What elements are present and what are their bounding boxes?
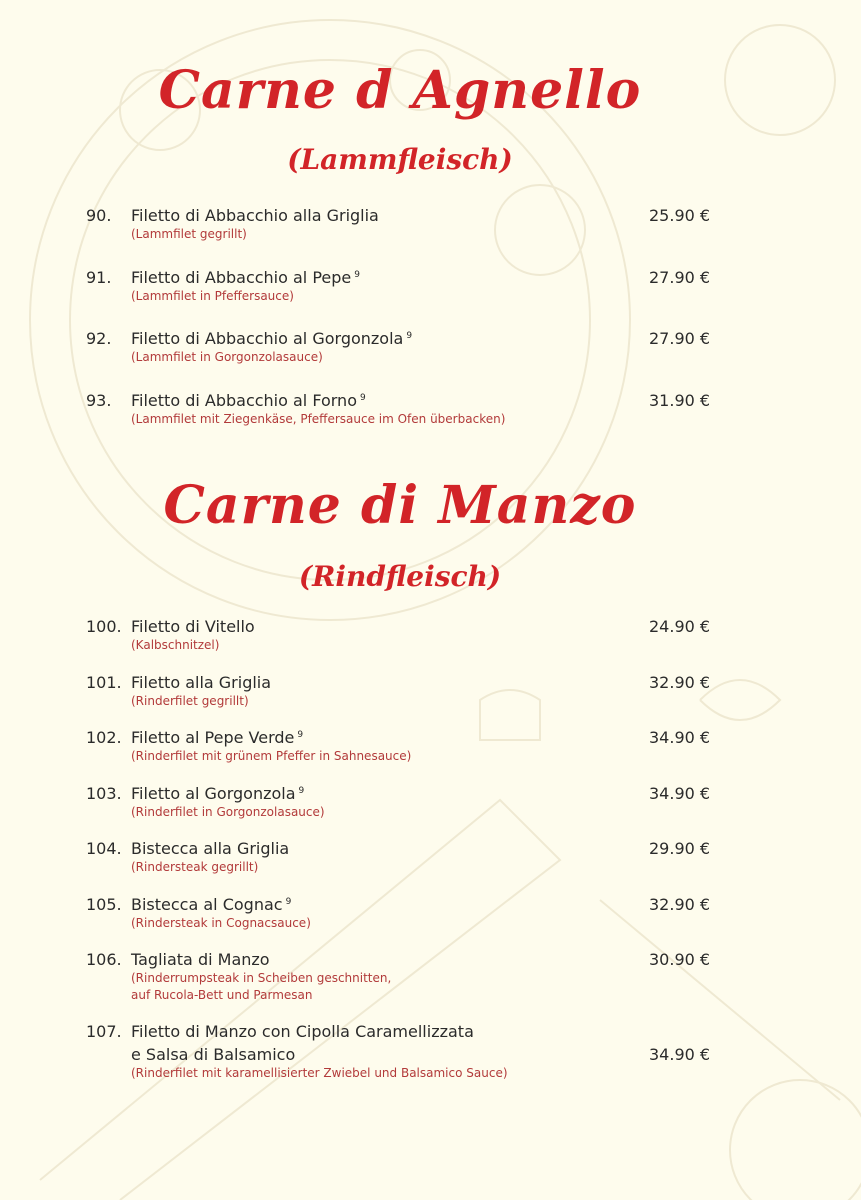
item-number: 106. [86, 950, 122, 969]
item-number: 91. [86, 268, 112, 287]
item-description: (Rinderrumpsteak in Scheiben geschnitten, [131, 971, 392, 985]
item-name-text: Filetto di Vitello [131, 617, 255, 636]
item-price: 34.90 € [649, 784, 711, 803]
item-name-text: Filetto di Abbacchio al Forno [131, 391, 357, 410]
item-number: 104. [86, 839, 122, 858]
item-description-line-2: auf Rucola-Bett und Parmesan [131, 988, 313, 1002]
item-name [131, 839, 289, 858]
item-name [131, 673, 271, 692]
item-number: 107. [86, 1022, 122, 1041]
item-name-text: Filetto al Pepe Verde [131, 728, 295, 747]
item-name-text: Filetto alla Griglia [131, 673, 272, 692]
allergen-mark: 9 [359, 392, 366, 403]
item-number: 105. [86, 895, 122, 914]
item-number: 93. [86, 391, 112, 410]
item-description: (Rinderfilet mit karamellisierter Zwiebel und Balsamico Sauce) [131, 1066, 508, 1080]
item-description: (Rinderfilet in Gorgonzolasauce) [131, 805, 325, 819]
item-name [131, 329, 412, 348]
item-number: 100. [86, 617, 122, 636]
allergen-mark: 9 [354, 269, 360, 280]
item-name [131, 1022, 474, 1041]
item-number: 90. [86, 206, 112, 225]
item-name [131, 784, 304, 803]
item-description: (Lammfilet in Pfeffersauce) [131, 289, 294, 303]
item-name-text: Filetto al Gorgonzola [131, 784, 296, 803]
item-price: 32.90 € [649, 895, 711, 914]
item-description: (Kalbschnitzel) [131, 638, 220, 652]
item-number: 101. [86, 673, 122, 692]
item-price: 29.90 € [649, 839, 711, 858]
item-description: (Lammfilet in Gorgonzolasauce) [131, 350, 323, 364]
item-name-text: Filetto di Abbacchio al Gorgonzola [131, 329, 404, 348]
item-name [131, 617, 255, 636]
item-description: (Rindersteak gegrillt) [131, 860, 259, 874]
item-name-text: Bistecca al Cognac [131, 895, 283, 914]
item-name [131, 895, 291, 914]
allergen-mark: 9 [297, 729, 304, 740]
item-price: 27.90 € [649, 329, 711, 348]
item-name-text: Tagliata di Manzo [131, 950, 270, 969]
item-name [131, 728, 303, 747]
item-price: 27.90 € [649, 268, 711, 287]
item-price: 34.90 € [649, 728, 711, 747]
item-name-text: Filetto di Abbacchio alla Griglia [131, 206, 379, 225]
item-price: 34.90 € [649, 1045, 711, 1064]
item-name-line-2: e Salsa di Balsamico [131, 1045, 296, 1064]
section-title-lamb: Carne d Agnello [158, 60, 642, 121]
item-description: (Rinderfilet gegrillt) [131, 694, 249, 708]
item-description: (Rindersteak in Cognacsauce) [131, 916, 311, 930]
item-number: 92. [86, 329, 112, 348]
item-price: 31.90 € [649, 391, 711, 410]
item-description: (Rinderfilet mit grünem Pfeffer in Sahnesauce) [131, 749, 412, 763]
item-name [131, 268, 360, 287]
section-subtitle-beef: (Rindfleisch) [298, 560, 502, 593]
item-name-text: Filetto di Manzo con Cipolla Caramellizzata [131, 1022, 474, 1041]
item-number: 103. [86, 784, 122, 803]
allergen-mark: 9 [406, 330, 413, 341]
item-description: (Lammfilet gegrillt) [131, 227, 247, 241]
item-description: (Lammfilet mit Ziegenkäse, Pfeffersauce im Ofen überbacken) [131, 412, 506, 426]
section-title-beef: Carne di Manzo [163, 475, 637, 536]
item-number: 102. [86, 728, 122, 747]
section-subtitle-lamb: (Lammfleisch) [287, 143, 513, 176]
item-name-text: Filetto di Abbacchio al Pepe [131, 268, 352, 287]
allergen-mark: 9 [298, 785, 305, 796]
item-price: 32.90 € [649, 673, 711, 692]
item-price: 25.90 € [649, 206, 711, 225]
item-price: 24.90 € [649, 617, 711, 636]
item-name [131, 950, 270, 969]
allergen-mark: 9 [285, 896, 292, 907]
item-price: 30.90 € [649, 950, 711, 969]
item-name [131, 391, 366, 410]
item-name [131, 206, 379, 225]
item-name-text: Bistecca alla Griglia [131, 839, 290, 858]
